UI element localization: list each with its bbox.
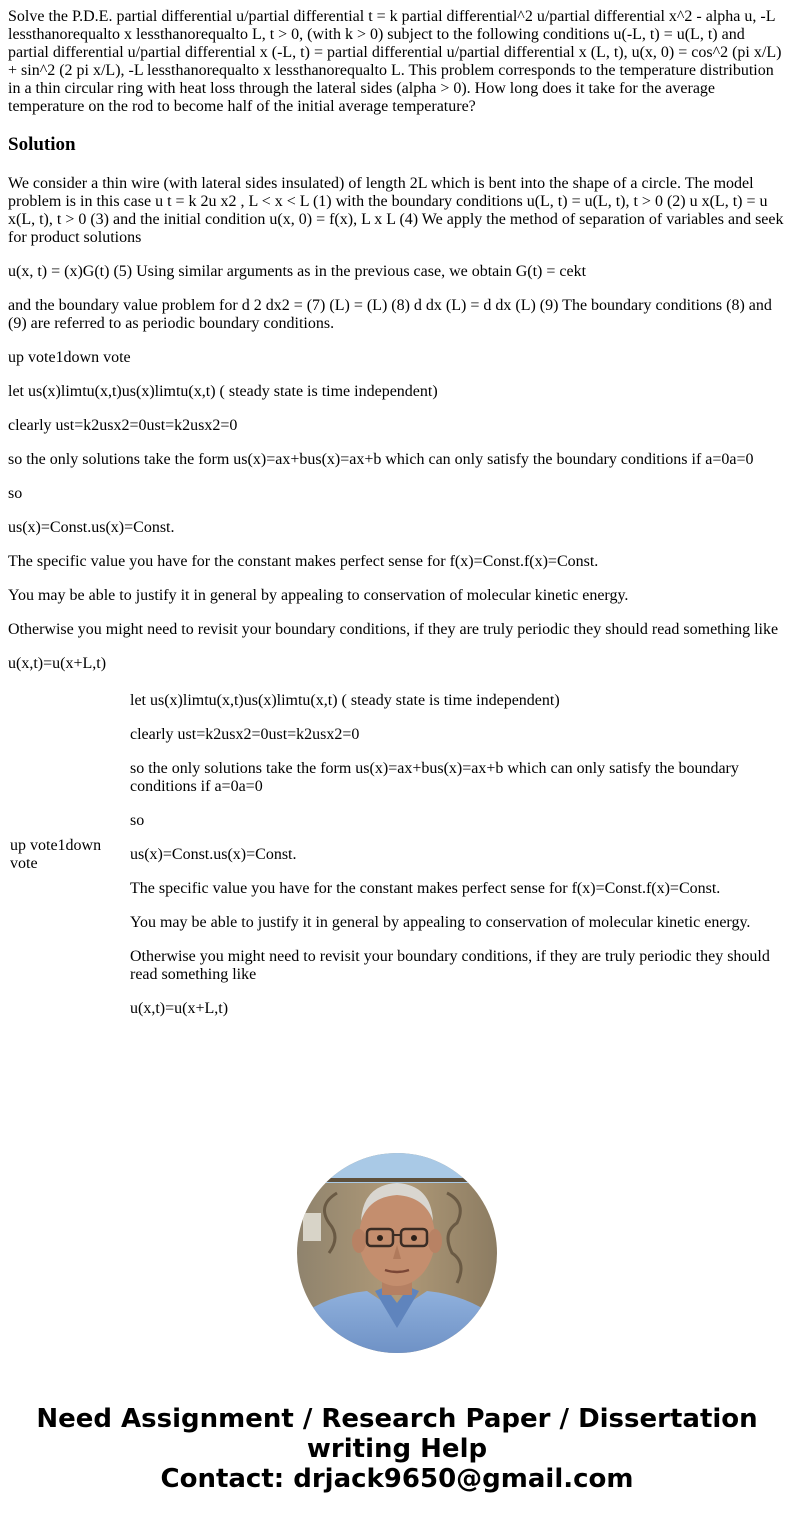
answer-line: us(x)=Const.us(x)=Const. (8, 519, 175, 536)
document-body (8, 8, 786, 1021)
answer-line: us(x)=Const.us(x)=Const. (130, 846, 297, 863)
answer-line: so (130, 812, 145, 829)
answer-line: let us(x)limtu(x,t)us(x)limtu(x,t) ( steady state is time independent) (8, 383, 438, 400)
solution-heading: Solution (8, 134, 76, 155)
question-text: Solve the P.D.E. partial differential u/partial differential t = k partial differential^2 u/partial differential x^2 - alpha u, -L lessthanorequalto x lessthanorequalto L, t > 0, (with k > 0) subject to the following conditions u(-L, t) = u(L, t) and partial differential u/partial differential x (-L, t) = partial differential u/partial differential x (L, t), u(x, 0) = cos^2 (pi x/L) + sin^2 (2 pi x/L), -L lessthanorequalto x lessthanorequalto L. This problem corresponds to the temperature distribution in a thin circular ring with heat loss through the lateral sides (alpha > 0). How long does it take for the average temperature on the rod to become half of the initial average temperature? (8, 8, 782, 115)
answer-cell (121, 691, 785, 1019)
answer-line: Otherwise you might need to revisit your boundary conditions, if they are truly periodic they should read something like (8, 621, 779, 638)
vote-cell (9, 691, 119, 1019)
answer-line: You may be able to justify it in general by appealing to conservation of molecular kinetic energy. (130, 914, 751, 931)
promo-line-1: Need Assignment / Research Paper / Dissertation (36, 1404, 758, 1434)
solution-paragraph-2: u(x, t) = (x)G(t) (5) Using similar arguments as in the previous case, we obtain G(t) = cekt (8, 263, 587, 280)
answer-line: u(x,t)=u(x+L,t) (8, 655, 107, 672)
answer-line: let us(x)limtu(x,t)us(x)limtu(x,t) ( steady state is time independent) (130, 692, 560, 709)
vote-label: up vote1down vote (8, 349, 131, 366)
answer-table (7, 689, 787, 1021)
author-photo (297, 1153, 497, 1353)
answer-line: u(x,t)=u(x+L,t) (130, 1000, 229, 1017)
answer-line: clearly ust=k2usx2=0ust=k2usx2=0 (8, 417, 238, 434)
answer-line: so the only solutions take the form us(x)=ax+bus(x)=ax+b which can only satisfy the boundary conditions if a=0a=0 (130, 760, 739, 795)
answer-line: You may be able to justify it in general by appealing to conservation of molecular kinetic energy. (8, 587, 629, 604)
answer-line: clearly ust=k2usx2=0ust=k2usx2=0 (130, 726, 360, 743)
solution-paragraph-1: We consider a thin wire (with lateral sides insulated) of length 2L which is bent into the shape of a circle. The model problem is in this case u t = k 2u x2 , L < x < L (1) with the boundary conditions u(L, t) = u(L, t), t > 0 (2) u x(L, t) = u x(L, t), t > 0 (3) and the initial condition u(x, 0) = f(x), L x L (4) We apply the method of separation of variables and seek for product solutions (8, 175, 784, 246)
answer-line: The specific value you have for the constant makes perfect sense for f(x)=Const.f(x)=Const. (130, 880, 721, 897)
answer-line: so the only solutions take the form us(x)=ax+bus(x)=ax+b which can only satisfy the boundary conditions if a=0a=0 (8, 451, 754, 468)
vote-label: up vote1down vote (10, 837, 102, 872)
answer-line: so (8, 485, 23, 502)
answer-line: The specific value you have for the constant makes perfect sense for f(x)=Const.f(x)=Const. (8, 553, 599, 570)
solution-paragraph-3: and the boundary value problem for d 2 dx2 = (7) (L) = (L) (8) d dx (L) = d dx (L) (9) The boundary conditions (8) and (9) are referred to as periodic boundary conditions. (8, 297, 772, 332)
promo-line-2: writing Help (306, 1434, 488, 1464)
answer-line: Otherwise you might need to revisit your boundary conditions, if they are truly periodic they should read something like (130, 948, 770, 983)
promo-banner (0, 1404, 794, 1494)
author-avatar (297, 1153, 497, 1353)
promo-contact: Contact: drjack9650@gmail.com (160, 1464, 634, 1494)
